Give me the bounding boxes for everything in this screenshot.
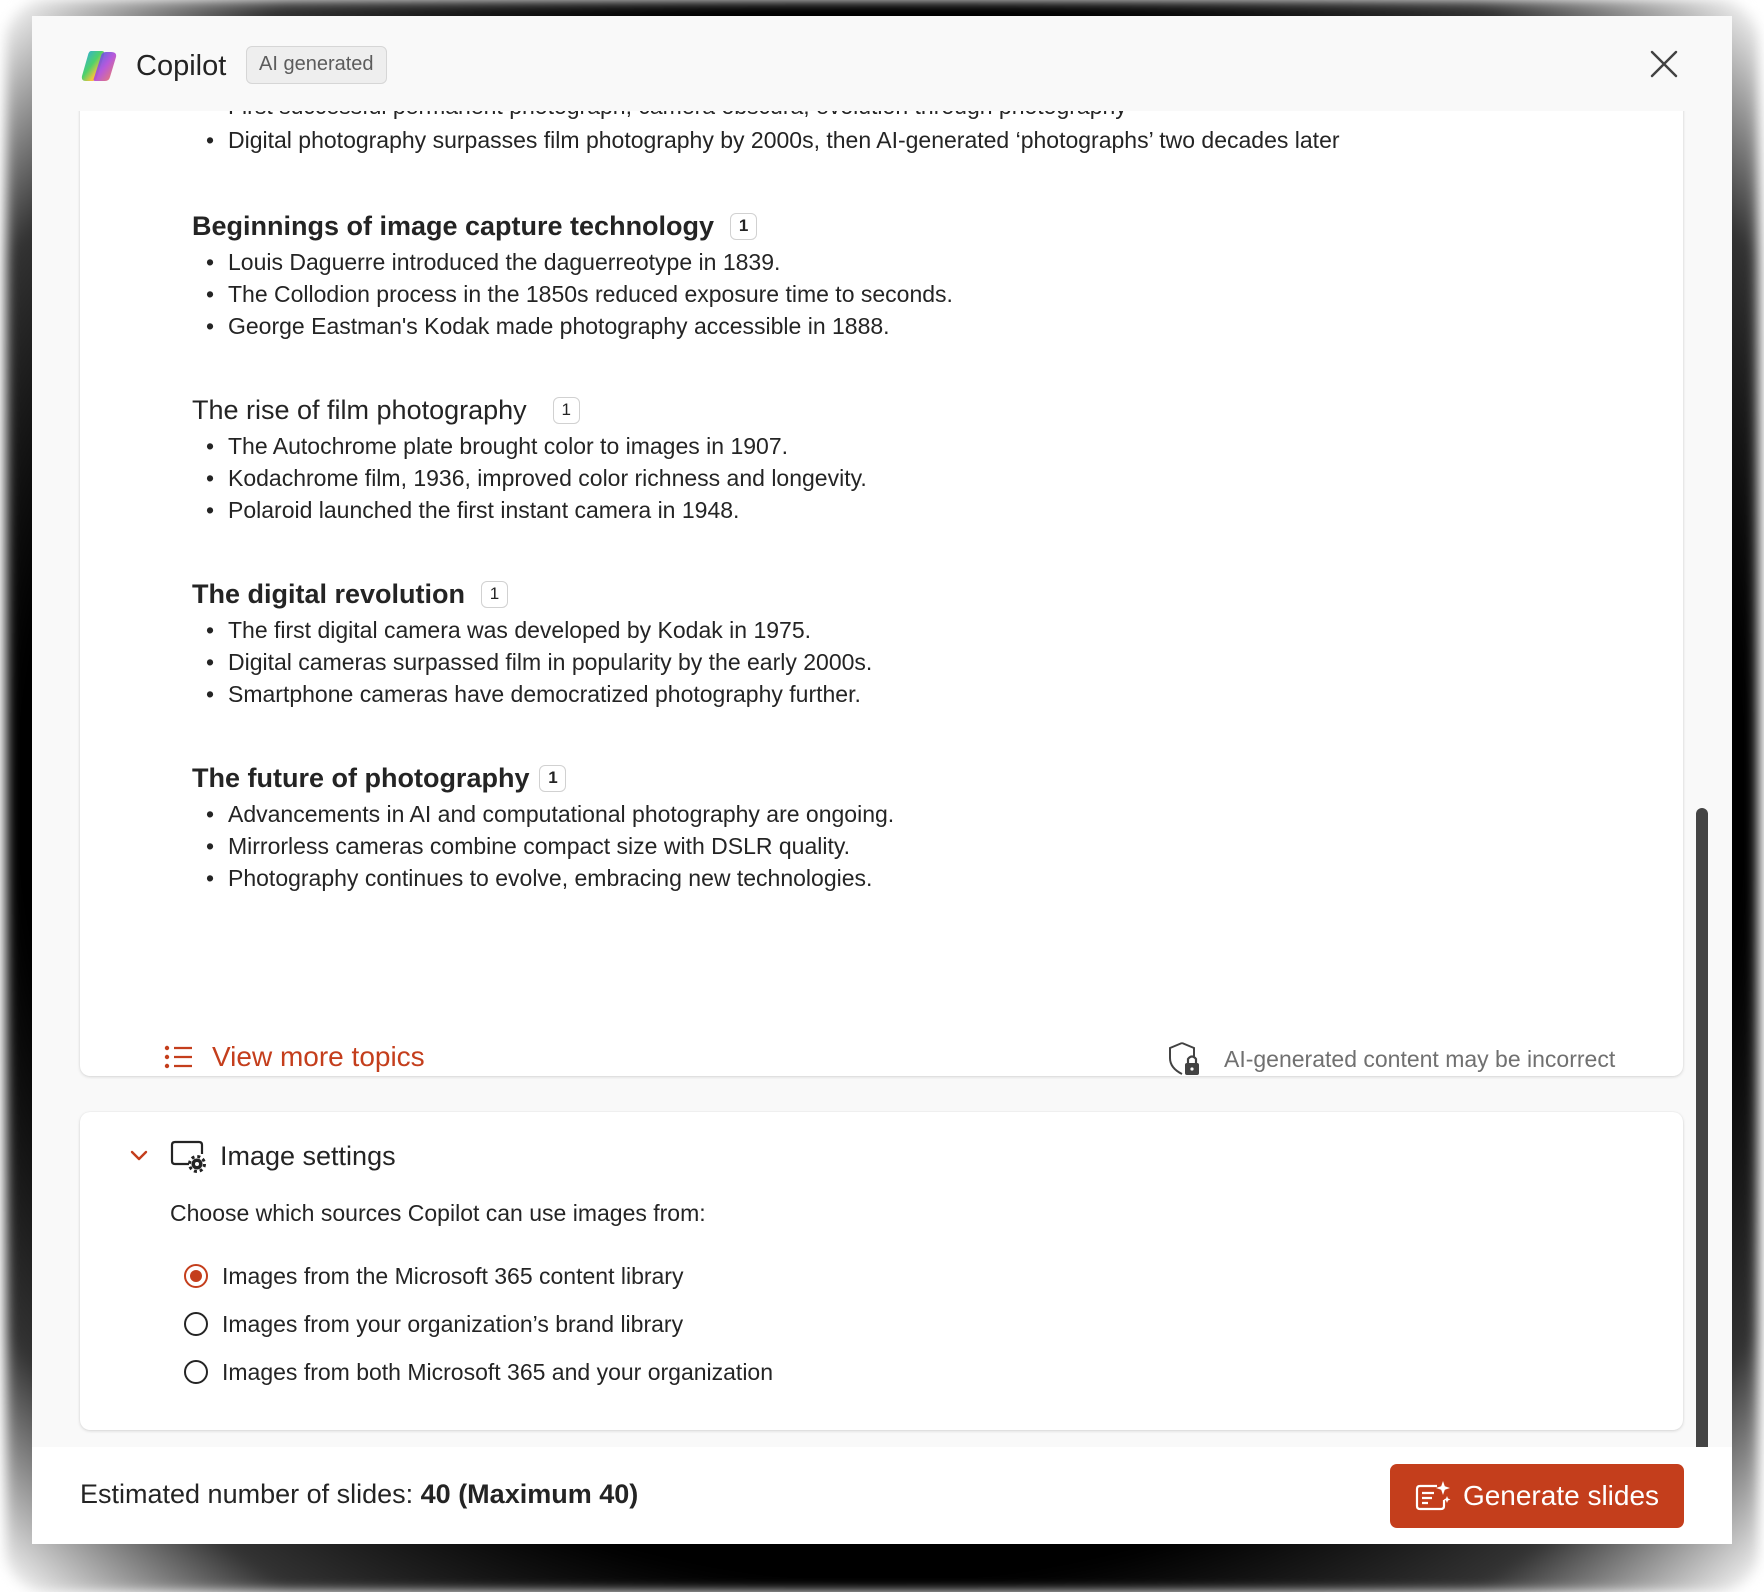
list-item: • Mirrorless cameras combine compact size with DSLR quality. bbox=[192, 830, 894, 862]
list-item: • The first digital camera was developed by Kodak in 1975. bbox=[192, 614, 872, 646]
copilot-dialog bbox=[32, 16, 1732, 1544]
list-item: • George Eastman's Kodak made photography accessible in 1888. bbox=[192, 310, 953, 342]
list-item: • Kodachrome film, 1936, improved color richness and longevity. bbox=[192, 462, 867, 494]
ai-generated-badge: AI generated bbox=[246, 46, 387, 84]
citation-badge[interactable]: 1 bbox=[481, 581, 508, 608]
citation-badge[interactable]: 1 bbox=[553, 397, 580, 424]
radio-option-brand-library[interactable]: Images from your organization’s brand library bbox=[184, 1300, 773, 1348]
topic-section bbox=[192, 209, 953, 342]
ai-disclaimer: AI-generated content may be incorrect bbox=[1168, 1041, 1615, 1077]
topic-section bbox=[192, 761, 894, 894]
intro-bullet: • Digital photography surpasses film photography by 2000s, then AI-generated ‘photographs’ two decades later bbox=[206, 127, 1340, 153]
list-item: • The Collodion process in the 1850s reduced exposure time to seconds. bbox=[192, 278, 953, 310]
list-item: • Louis Daguerre introduced the daguerreotype in 1839. bbox=[192, 246, 953, 278]
topic-heading: The digital revolution 1 bbox=[192, 577, 872, 611]
scroll-area bbox=[32, 111, 1732, 1463]
generate-slides-button[interactable]: Generate slides bbox=[1390, 1464, 1684, 1528]
generate-slides-icon bbox=[1415, 1480, 1451, 1512]
view-more-topics-link[interactable]: View more topics bbox=[164, 1041, 425, 1073]
topic-section bbox=[192, 577, 872, 710]
radio-button[interactable] bbox=[184, 1360, 208, 1384]
citation-badge[interactable]: 1 bbox=[539, 765, 566, 792]
topic-heading: The future of photography 1 bbox=[192, 761, 894, 795]
topics-card bbox=[80, 51, 1683, 1076]
list-item: • Photography continues to evolve, embracing new technologies. bbox=[192, 862, 894, 894]
image-settings-toggle[interactable] bbox=[130, 1140, 396, 1172]
topic-bullets bbox=[192, 430, 867, 526]
slide-estimate-value: 40 (Maximum 40) bbox=[420, 1479, 639, 1509]
dialog-header bbox=[32, 16, 1732, 111]
topic-bullets bbox=[192, 798, 894, 894]
image-settings-description: Choose which sources Copilot can use images from: bbox=[170, 1200, 706, 1226]
copilot-logo-icon bbox=[80, 48, 118, 84]
slide-estimate: Estimated number of slides: 40 (Maximum 40) bbox=[80, 1479, 639, 1509]
image-source-radio-group bbox=[184, 1252, 773, 1396]
list-item: • The Autochrome plate brought color to images in 1907. bbox=[192, 430, 867, 462]
radio-option-m365-library[interactable]: Images from the Microsoft 365 content library bbox=[184, 1252, 773, 1300]
list-item: • Smartphone cameras have democratized photography further. bbox=[192, 678, 872, 710]
list-item: • Advancements in AI and computational photography are ongoing. bbox=[192, 798, 894, 830]
image-settings-icon bbox=[170, 1140, 206, 1172]
topic-bullets bbox=[192, 614, 872, 710]
topic-section bbox=[192, 393, 867, 526]
radio-button[interactable] bbox=[184, 1312, 208, 1336]
chevron-down-icon bbox=[130, 1150, 148, 1162]
topic-heading: The rise of film photography 1 bbox=[192, 393, 867, 427]
image-settings-title: Image settings bbox=[220, 1140, 396, 1171]
close-icon[interactable] bbox=[1650, 50, 1678, 78]
radio-option-both[interactable]: Images from both Microsoft 365 and your organization bbox=[184, 1348, 773, 1396]
vertical-scrollbar[interactable] bbox=[1696, 808, 1708, 1463]
shield-lock-icon bbox=[1168, 1041, 1202, 1077]
citation-badge[interactable]: 1 bbox=[730, 213, 757, 240]
dialog-footer bbox=[32, 1447, 1732, 1544]
topic-bullets bbox=[192, 246, 953, 342]
image-settings-card bbox=[80, 1112, 1683, 1430]
list-item: • Polaroid launched the first instant camera in 1948. bbox=[192, 494, 867, 526]
list-icon bbox=[164, 1045, 194, 1069]
app-title: Copilot bbox=[136, 50, 227, 82]
topic-heading: Beginnings of image capture technology 1 bbox=[192, 209, 953, 243]
radio-button[interactable] bbox=[184, 1264, 208, 1288]
list-item: • Digital cameras surpassed film in popularity by the early 2000s. bbox=[192, 646, 872, 678]
